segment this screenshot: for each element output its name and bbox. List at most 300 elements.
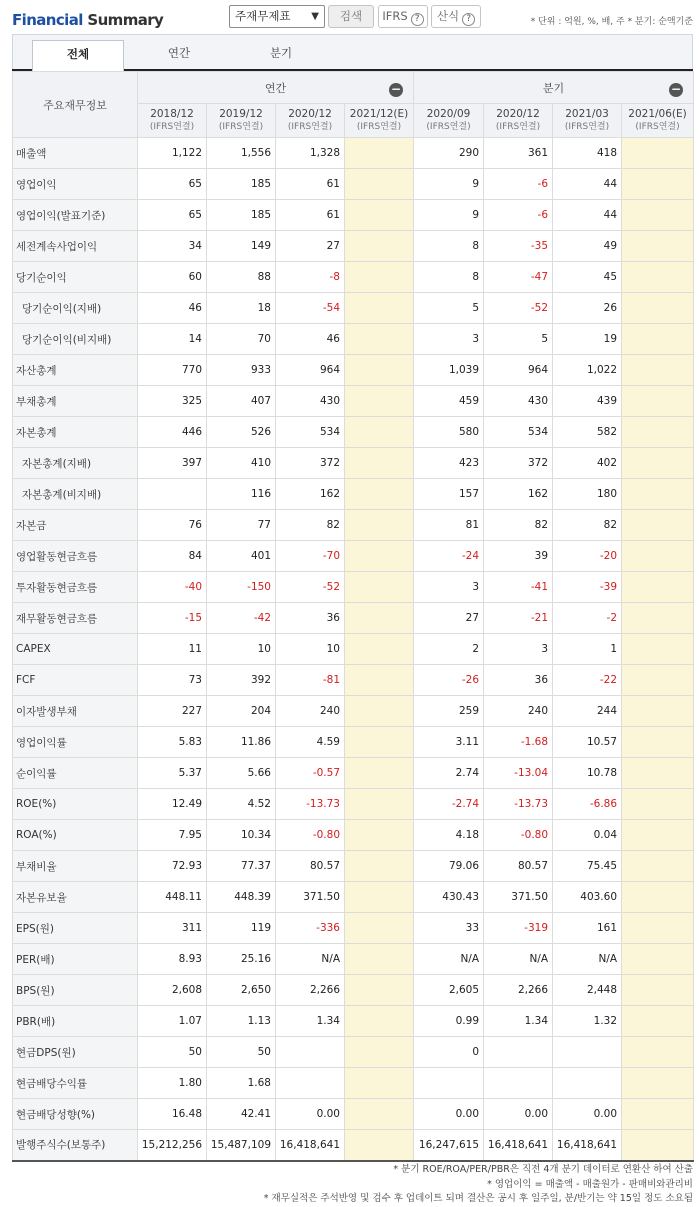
- table-cell: 70: [207, 324, 276, 355]
- table-cell: [622, 882, 694, 913]
- statement-type-select[interactable]: [229, 5, 325, 28]
- table-cell: -2: [553, 603, 622, 634]
- table-row: [13, 944, 694, 975]
- quarter-group-header: [414, 72, 694, 104]
- table-cell: [622, 200, 694, 231]
- row-label: PBR(배): [13, 1006, 138, 1037]
- table-cell: [345, 944, 414, 975]
- table-cell: -52: [484, 293, 553, 324]
- table-cell: 84: [138, 541, 207, 572]
- table-row: [13, 1068, 694, 1099]
- table-cell: [553, 1037, 622, 1068]
- annual-group-header: [138, 72, 414, 104]
- table-cell: 76: [138, 510, 207, 541]
- table-cell: 45: [553, 262, 622, 293]
- table-cell: 534: [276, 417, 345, 448]
- row-label: 세전계속사업이익: [13, 231, 138, 262]
- table-cell: 401: [207, 541, 276, 572]
- table-cell: [622, 758, 694, 789]
- table-cell: 82: [276, 510, 345, 541]
- table-cell: 1.13: [207, 1006, 276, 1037]
- table-cell: [622, 448, 694, 479]
- column-basis: (IFRS연결): [356, 121, 402, 132]
- table-cell: [345, 789, 414, 820]
- table-cell: [622, 1068, 694, 1099]
- table-cell: -319: [484, 913, 553, 944]
- table-cell: 311: [138, 913, 207, 944]
- row-label: 현금DPS(원): [13, 1037, 138, 1068]
- table-cell: [345, 386, 414, 417]
- table-cell: -26: [414, 665, 484, 696]
- table-cell: 8.93: [138, 944, 207, 975]
- title-financial: Financial: [12, 11, 83, 29]
- row-label: 이자발생부채: [13, 696, 138, 727]
- table-cell: 244: [553, 696, 622, 727]
- column-period: 2019/12: [219, 107, 263, 120]
- table-row: [13, 417, 694, 448]
- row-label: 자본금: [13, 510, 138, 541]
- table-row: [13, 231, 694, 262]
- table-cell: 1.34: [484, 1006, 553, 1037]
- table-cell: 0: [414, 1037, 484, 1068]
- row-label: 당기순이익(지배): [13, 293, 138, 324]
- table-cell: 397: [138, 448, 207, 479]
- table-cell: [345, 541, 414, 572]
- table-cell: 65: [138, 200, 207, 231]
- table-row: [13, 293, 694, 324]
- table-cell: 2,650: [207, 975, 276, 1006]
- column-header: [622, 104, 694, 138]
- row-label: 재무활동현금흐름: [13, 603, 138, 634]
- table-cell: -6: [484, 169, 553, 200]
- table-cell: 2,608: [138, 975, 207, 1006]
- table-cell: 73: [138, 665, 207, 696]
- table-cell: [622, 696, 694, 727]
- table-cell: 1.34: [276, 1006, 345, 1037]
- table-cell: [345, 820, 414, 851]
- help-icon: ?: [411, 13, 424, 26]
- table-row: [13, 1099, 694, 1130]
- table-cell: -24: [414, 541, 484, 572]
- table-cell: -150: [207, 572, 276, 603]
- table-cell: [345, 572, 414, 603]
- table-cell: -40: [138, 572, 207, 603]
- search-button[interactable]: [328, 5, 374, 28]
- table-cell: [622, 851, 694, 882]
- table-cell: [622, 138, 694, 169]
- footnote: * 재무실적은 주석반영 및 검수 후 업데이트 되며 결산은 공시 후 일주일, 분/반기는 약 15일 정도 소요됨: [263, 1193, 693, 1204]
- table-cell: 33: [414, 913, 484, 944]
- table-row: [13, 1130, 694, 1161]
- table-cell: [345, 479, 414, 510]
- table-cell: 10.34: [207, 820, 276, 851]
- table-cell: -70: [276, 541, 345, 572]
- table-cell: 27: [414, 603, 484, 634]
- row-label: 영업이익: [13, 169, 138, 200]
- row-label: EPS(원): [13, 913, 138, 944]
- page-title: [12, 11, 163, 29]
- table-cell: 0.00: [276, 1099, 345, 1130]
- chevron-down-icon: ▼: [311, 11, 319, 22]
- table-cell: 19: [553, 324, 622, 355]
- table-cell: [345, 262, 414, 293]
- table-cell: 16,418,641: [553, 1130, 622, 1161]
- row-label: 발행주식수(보통주): [13, 1130, 138, 1161]
- table-cell: 36: [484, 665, 553, 696]
- table-cell: [622, 913, 694, 944]
- table-cell: -0.57: [276, 758, 345, 789]
- row-label: 부채총계: [13, 386, 138, 417]
- table-cell: 2,266: [484, 975, 553, 1006]
- table-cell: 72.93: [138, 851, 207, 882]
- row-label: 매출액: [13, 138, 138, 169]
- table-cell: -15: [138, 603, 207, 634]
- table-cell: 240: [484, 696, 553, 727]
- table-cell: 361: [484, 138, 553, 169]
- table-cell: 2.74: [414, 758, 484, 789]
- table-cell: [345, 1037, 414, 1068]
- table-cell: -1.68: [484, 727, 553, 758]
- row-label: 투자활동현금흐름: [13, 572, 138, 603]
- row-label: 현금배당성향(%): [13, 1099, 138, 1130]
- table-cell: 4.59: [276, 727, 345, 758]
- table-cell: [622, 479, 694, 510]
- table-cell: 11.86: [207, 727, 276, 758]
- table-cell: [622, 975, 694, 1006]
- search-button-label: 검색: [339, 9, 363, 23]
- table-cell: 430: [276, 386, 345, 417]
- column-period: 2021/12(E): [349, 107, 409, 120]
- row-label: PER(배): [13, 944, 138, 975]
- table-cell: [622, 417, 694, 448]
- table-cell: -2.74: [414, 789, 484, 820]
- collapse-annual-icon[interactable]: −: [390, 82, 402, 96]
- table-row: [13, 169, 694, 200]
- table-row: [13, 200, 694, 231]
- table-cell: 3: [484, 634, 553, 665]
- tab-quarterly[interactable]: 분기: [269, 46, 293, 60]
- table-cell: [345, 851, 414, 882]
- table-cell: [484, 1068, 553, 1099]
- table-row: [13, 603, 694, 634]
- column-basis: (IFRS연결): [218, 121, 264, 132]
- table-cell: 185: [207, 200, 276, 231]
- table-cell: [484, 1037, 553, 1068]
- footnotes: [264, 1163, 693, 1207]
- table-cell: N/A: [414, 944, 484, 975]
- table-row: [13, 975, 694, 1006]
- table-cell: 157: [414, 479, 484, 510]
- column-basis: (IFRS연결): [426, 121, 471, 132]
- table-cell: [345, 665, 414, 696]
- table-row: [13, 851, 694, 882]
- table-cell: 403.60: [553, 882, 622, 913]
- table-cell: 580: [414, 417, 484, 448]
- table-cell: 16,247,615: [414, 1130, 484, 1161]
- table-cell: 1,022: [553, 355, 622, 386]
- annual-group-label: 연간: [264, 81, 287, 95]
- row-label: 부채비율: [13, 851, 138, 882]
- table-cell: 418: [553, 138, 622, 169]
- column-basis: (IFRS연결): [149, 121, 195, 132]
- table-cell: 162: [276, 479, 345, 510]
- table-cell: 18: [207, 293, 276, 324]
- table-cell: 227: [138, 696, 207, 727]
- table-cell: 10: [207, 634, 276, 665]
- table-cell: [345, 200, 414, 231]
- formula-button-label: 산식: [436, 9, 460, 23]
- table-row: [13, 510, 694, 541]
- table-cell: 407: [207, 386, 276, 417]
- table-cell: 65: [138, 169, 207, 200]
- table-cell: [345, 727, 414, 758]
- column-basis: (IFRS연결): [635, 121, 680, 132]
- table-cell: 50: [138, 1037, 207, 1068]
- table-row: [13, 758, 694, 789]
- table-cell: -13.73: [276, 789, 345, 820]
- row-label: 현금배당수익률: [13, 1068, 138, 1099]
- table-cell: [345, 355, 414, 386]
- table-cell: [138, 479, 207, 510]
- table-cell: 5.37: [138, 758, 207, 789]
- table-row: [13, 386, 694, 417]
- unit-note: * 단위 : 억원, %, 배, 주 * 분기: 순액기준: [530, 17, 693, 27]
- table-cell: [553, 1068, 622, 1099]
- table-cell: 0.00: [414, 1099, 484, 1130]
- table-cell: 119: [207, 913, 276, 944]
- table-cell: 8: [414, 231, 484, 262]
- column-period: 2020/12: [288, 107, 332, 120]
- table-cell: 371.50: [276, 882, 345, 913]
- table-cell: [345, 293, 414, 324]
- ifrs-button[interactable]: [378, 5, 428, 28]
- column-header: [553, 104, 622, 138]
- table-cell: 50: [207, 1037, 276, 1068]
- table-cell: 5.83: [138, 727, 207, 758]
- column-basis: (IFRS연결): [495, 121, 541, 132]
- row-label: 영업활동현금흐름: [13, 541, 138, 572]
- table-cell: 10.57: [553, 727, 622, 758]
- table-cell: 459: [414, 386, 484, 417]
- table-cell: [345, 169, 414, 200]
- table-cell: [622, 634, 694, 665]
- table-cell: [345, 1006, 414, 1037]
- table-cell: 82: [484, 510, 553, 541]
- quarter-group-label: 분기: [542, 81, 565, 95]
- table-cell: 34: [138, 231, 207, 262]
- table-cell: -6.86: [553, 789, 622, 820]
- table-row: [13, 138, 694, 169]
- table-cell: 392: [207, 665, 276, 696]
- table-cell: 44: [553, 169, 622, 200]
- row-label: 자본총계(지배): [13, 448, 138, 479]
- table-cell: [345, 1099, 414, 1130]
- column-header: [414, 104, 484, 138]
- row-label: FCF: [13, 665, 138, 696]
- table-cell: 770: [138, 355, 207, 386]
- table-cell: N/A: [276, 944, 345, 975]
- table-cell: [345, 417, 414, 448]
- table-cell: -20: [553, 541, 622, 572]
- table-row: [13, 665, 694, 696]
- table-cell: [622, 944, 694, 975]
- table-cell: 27: [276, 231, 345, 262]
- table-cell: 964: [276, 355, 345, 386]
- column-period: 2020/12: [496, 107, 540, 120]
- column-basis: (IFRS연결): [287, 121, 333, 132]
- table-cell: [622, 231, 694, 262]
- table-row: [13, 355, 694, 386]
- table-cell: 290: [414, 138, 484, 169]
- help-icon: ?: [462, 13, 475, 26]
- table-cell: 88: [207, 262, 276, 293]
- table-cell: -41: [484, 572, 553, 603]
- table-cell: [622, 1099, 694, 1130]
- table-cell: 11: [138, 634, 207, 665]
- table-cell: 75.45: [553, 851, 622, 882]
- table-cell: 448.11: [138, 882, 207, 913]
- statement-type-value: 주재무제표: [235, 9, 291, 23]
- table-cell: 1,328: [276, 138, 345, 169]
- table-cell: [276, 1037, 345, 1068]
- table-cell: 7.95: [138, 820, 207, 851]
- table-cell: 325: [138, 386, 207, 417]
- table-cell: 4.52: [207, 789, 276, 820]
- table-cell: N/A: [553, 944, 622, 975]
- table-cell: 410: [207, 448, 276, 479]
- table-cell: [622, 1130, 694, 1161]
- table-cell: 14: [138, 324, 207, 355]
- table-cell: [345, 231, 414, 262]
- table-row: [13, 479, 694, 510]
- table-cell: 180: [553, 479, 622, 510]
- table-cell: 26: [553, 293, 622, 324]
- table-cell: -6: [484, 200, 553, 231]
- table-cell: 4.18: [414, 820, 484, 851]
- table-cell: 82: [553, 510, 622, 541]
- table-cell: 372: [276, 448, 345, 479]
- table-cell: 36: [276, 603, 345, 634]
- table-cell: 2,605: [414, 975, 484, 1006]
- column-period: 2020/09: [426, 107, 471, 120]
- table-cell: 1.68: [207, 1068, 276, 1099]
- column-basis: (IFRS연결): [564, 121, 610, 132]
- tab-all[interactable]: 전체: [32, 40, 124, 71]
- collapse-quarter-icon[interactable]: −: [671, 82, 682, 96]
- row-label: 자본유보율: [13, 882, 138, 913]
- table-cell: 0.04: [553, 820, 622, 851]
- table-row: [13, 696, 694, 727]
- table-cell: [345, 1068, 414, 1099]
- table-cell: [345, 758, 414, 789]
- table-cell: [622, 293, 694, 324]
- table-cell: [622, 386, 694, 417]
- table-cell: [345, 634, 414, 665]
- table-cell: 77: [207, 510, 276, 541]
- table-cell: 60: [138, 262, 207, 293]
- table-cell: 25.16: [207, 944, 276, 975]
- table-cell: 77.37: [207, 851, 276, 882]
- table-cell: 16.48: [138, 1099, 207, 1130]
- table-cell: [622, 820, 694, 851]
- column-period: 2021/06(E): [628, 107, 687, 120]
- table-cell: [345, 882, 414, 913]
- table-cell: 439: [553, 386, 622, 417]
- table-cell: [345, 324, 414, 355]
- row-label: ROE(%): [13, 789, 138, 820]
- table-cell: 534: [484, 417, 553, 448]
- table-cell: 430: [484, 386, 553, 417]
- table-cell: 5: [414, 293, 484, 324]
- table-cell: [622, 1006, 694, 1037]
- table-cell: 964: [484, 355, 553, 386]
- table-cell: [345, 975, 414, 1006]
- table-cell: 1: [553, 634, 622, 665]
- table-cell: 162: [484, 479, 553, 510]
- table-cell: 204: [207, 696, 276, 727]
- table-cell: -81: [276, 665, 345, 696]
- table-cell: -35: [484, 231, 553, 262]
- table-cell: [622, 572, 694, 603]
- table-cell: 0.99: [414, 1006, 484, 1037]
- column-header: [345, 104, 414, 138]
- table-cell: 2,448: [553, 975, 622, 1006]
- table-cell: 0.00: [553, 1099, 622, 1130]
- column-header: [138, 104, 207, 138]
- table-row: [13, 634, 694, 665]
- table-cell: 8: [414, 262, 484, 293]
- table-cell: [622, 1037, 694, 1068]
- table-cell: 9: [414, 169, 484, 200]
- table-row: [13, 541, 694, 572]
- financial-summary-table: [12, 71, 694, 1162]
- table-cell: 185: [207, 169, 276, 200]
- table-cell: 46: [138, 293, 207, 324]
- table-cell: -39: [553, 572, 622, 603]
- table-cell: 16,418,641: [276, 1130, 345, 1161]
- table-cell: [345, 510, 414, 541]
- table-cell: 5.66: [207, 758, 276, 789]
- table-cell: 10: [276, 634, 345, 665]
- table-cell: [622, 324, 694, 355]
- table-cell: -22: [553, 665, 622, 696]
- table-cell: 2,266: [276, 975, 345, 1006]
- table-row: [13, 324, 694, 355]
- table-cell: 0.00: [484, 1099, 553, 1130]
- tab-annual[interactable]: 연간: [167, 46, 191, 60]
- table-cell: [345, 1130, 414, 1161]
- table-cell: 44: [553, 200, 622, 231]
- title-summary: Summary: [87, 11, 164, 29]
- table-cell: 80.57: [484, 851, 553, 882]
- table-row: [13, 1037, 694, 1068]
- formula-button[interactable]: [431, 5, 481, 28]
- table-row: [13, 572, 694, 603]
- table-cell: -47: [484, 262, 553, 293]
- column-header: [484, 104, 553, 138]
- row-label: 영업이익률: [13, 727, 138, 758]
- table-cell: 2: [414, 634, 484, 665]
- table-cell: [622, 665, 694, 696]
- table-cell: 116: [207, 479, 276, 510]
- column-period: 2018/12: [150, 107, 194, 120]
- table-cell: [622, 603, 694, 634]
- table-cell: N/A: [484, 944, 553, 975]
- table-cell: [622, 355, 694, 386]
- table-cell: -0.80: [484, 820, 553, 851]
- table-cell: 49: [553, 231, 622, 262]
- table-cell: 423: [414, 448, 484, 479]
